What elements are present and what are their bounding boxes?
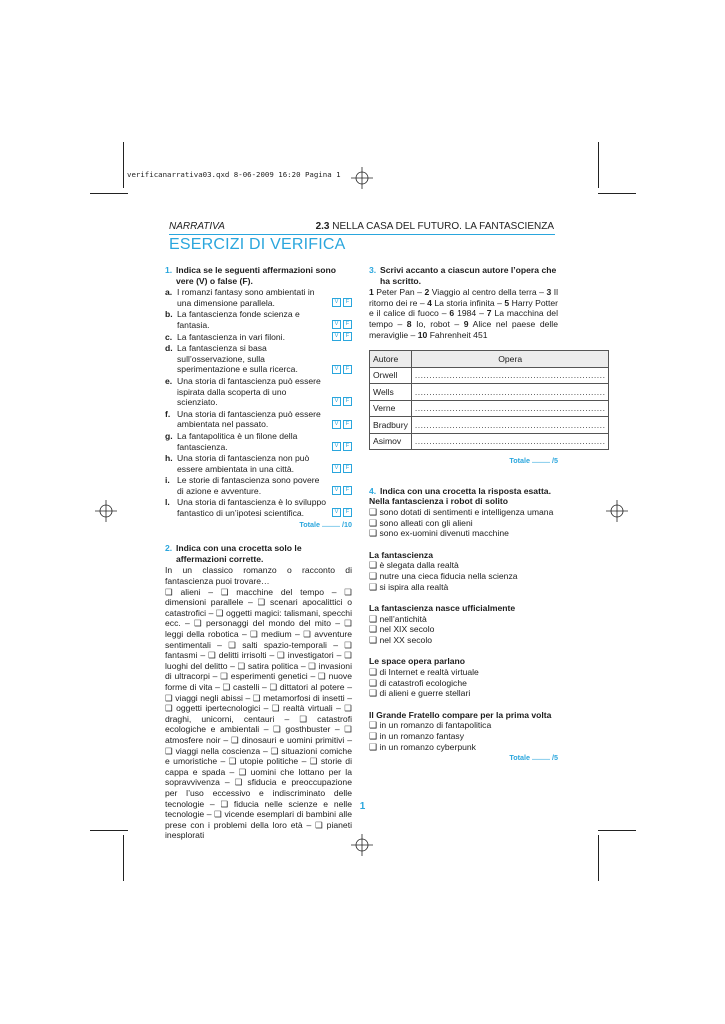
- answer-option[interactable]: [369, 528, 558, 539]
- table-row: [370, 400, 609, 417]
- true-false-item: [165, 409, 352, 430]
- true-false-item: [165, 431, 352, 452]
- work-number: 1: [369, 287, 374, 298]
- true-false-boxes: [330, 418, 352, 429]
- false-checkbox[interactable]: F: [343, 508, 352, 517]
- dotted-line: ..................................................................: [414, 370, 606, 381]
- question-title: La fantascienza nasce ufficialmente: [369, 603, 516, 614]
- false-checkbox[interactable]: F: [343, 486, 352, 495]
- crop-mark: [598, 830, 636, 831]
- registration-mark-icon: [95, 500, 117, 522]
- true-false-boxes: [330, 463, 352, 474]
- option-text: di Internet e realtà virtuale: [379, 667, 479, 678]
- totale-score: Totale ......... /5: [509, 753, 558, 763]
- answer-option[interactable]: [369, 720, 558, 731]
- question-title: La fantascienza: [369, 549, 433, 560]
- true-checkbox[interactable]: V: [332, 397, 341, 406]
- true-checkbox[interactable]: V: [332, 298, 341, 307]
- true-checkbox[interactable]: V: [332, 420, 341, 429]
- question-group: [369, 710, 558, 752]
- checkbox-icon[interactable]: ❑: [369, 528, 378, 539]
- exercise-1-prompt: [165, 265, 352, 286]
- author-cell: Asimov: [370, 433, 412, 450]
- author-cell: Bradbury: [370, 417, 412, 434]
- option-text: è slegata dalla realtà: [379, 560, 459, 571]
- checkbox-icon[interactable]: ❑: [369, 731, 378, 742]
- table-header-row: [370, 351, 609, 368]
- work-number: 4: [427, 297, 432, 308]
- checkbox-icon[interactable]: ❑: [369, 613, 378, 624]
- answer-option[interactable]: [369, 518, 558, 529]
- author-cell: Wells: [370, 384, 412, 401]
- checkbox-icon[interactable]: ❑: [369, 570, 378, 581]
- false-checkbox[interactable]: F: [343, 420, 352, 429]
- chapter-number: 2.3: [315, 221, 330, 232]
- exercise-2-intro: In un classico romanzo o racconto di fantascienza puoi trovare…: [165, 565, 352, 587]
- true-checkbox[interactable]: V: [332, 332, 341, 341]
- false-checkbox[interactable]: F: [343, 332, 352, 341]
- true-false-boxes: [330, 441, 352, 452]
- multiple-choice-groups: [369, 496, 558, 752]
- totale-score: Totale ......... /5: [509, 456, 558, 466]
- work-title: Viaggio al centro della terra: [431, 287, 537, 298]
- exercise-prompt: Scrivi accanto a ciascun autore l’opera che ha scritto.: [380, 265, 557, 286]
- question-group: [369, 550, 558, 592]
- dotted-line: ..................................................................: [414, 403, 606, 414]
- crop-mark: [598, 142, 599, 188]
- item-letter: h.: [165, 453, 173, 464]
- true-false-boxes: [330, 319, 352, 330]
- item-text: La fantascienza in vari filoni.: [177, 331, 285, 342]
- item-text: La fantapolitica è un filone della fantascienza.: [177, 430, 298, 452]
- true-false-boxes: [330, 297, 352, 308]
- work-number: 3: [546, 287, 552, 298]
- work-title: Fahrenheit 451: [429, 329, 488, 340]
- work-number: 6: [449, 308, 455, 319]
- crop-mark: [123, 835, 124, 881]
- work-title: La macchina del tempo: [369, 308, 558, 329]
- answer-option[interactable]: [369, 624, 558, 635]
- author-work-table: [369, 350, 609, 450]
- work-title: Il ritorno dei re: [369, 287, 559, 308]
- left-column: [165, 265, 352, 841]
- item-text: Una storia di fantascienza può essere ispirata dalla scoperta di uno scienziato.: [177, 375, 321, 408]
- work-title: Peter Pan: [376, 287, 415, 298]
- work-number: 10: [417, 329, 428, 340]
- exercise-number: 3.: [369, 265, 377, 275]
- true-false-boxes: [330, 485, 352, 496]
- dotted-line: ..................................................................: [414, 436, 606, 447]
- checkbox-icon[interactable]: ❑: [369, 560, 378, 571]
- option-text: in un romanzo cyberpunk: [379, 741, 476, 752]
- checkbox-icon[interactable]: ❑: [369, 720, 378, 731]
- work-title: Io, robot: [416, 318, 450, 329]
- false-checkbox[interactable]: F: [343, 298, 352, 307]
- question-group: [369, 656, 558, 698]
- true-checkbox[interactable]: V: [332, 464, 341, 473]
- work-answer-field[interactable]: [411, 433, 609, 450]
- answer-option[interactable]: [369, 614, 558, 625]
- true-checkbox[interactable]: V: [332, 365, 341, 374]
- option-text: in un romanzo di fantapolitica: [379, 720, 492, 731]
- exercise-number: 2.: [165, 543, 173, 554]
- answer-option[interactable]: [369, 742, 558, 753]
- checkbox-icon[interactable]: ❑: [369, 624, 378, 635]
- item-letter: i.: [165, 475, 170, 486]
- option-text: si ispira alla realtà: [379, 581, 449, 592]
- header-rule: [169, 234, 555, 235]
- option-text: sono alleati con gli alieni: [379, 517, 473, 528]
- work-answer-field[interactable]: [411, 400, 609, 417]
- work-answer-field[interactable]: [411, 417, 609, 434]
- exercise-number: 1.: [165, 265, 173, 275]
- true-false-boxes: [330, 363, 352, 374]
- answer-option[interactable]: [369, 688, 558, 699]
- true-false-boxes: [330, 507, 352, 518]
- true-false-item: [165, 332, 352, 343]
- item-text: Una storia di fantascienza può essere ambientata nel passato.: [177, 408, 321, 430]
- false-checkbox[interactable]: F: [343, 442, 352, 451]
- question-title: Nella fantascienza i robot di solito: [369, 496, 508, 507]
- exercise-prompt: Indica se le seguenti affermazioni sono vere (V) o false (F).: [176, 265, 336, 286]
- true-false-item: [165, 475, 352, 496]
- dotted-line: ..................................................................: [414, 386, 606, 397]
- author-cell: Orwell: [370, 367, 412, 384]
- work-title: Harry Potter e il calice di fuoco: [369, 297, 559, 319]
- true-false-item: [165, 376, 352, 408]
- checkbox-icon[interactable]: ❑: [369, 667, 378, 678]
- exercise-2-options[interactable]: ❑ alieni – ❑ macchine del tempo – ❑ dimensioni parallele – ❑ scenari apocalittici o catastrofici – ❑ oggetti magici: talismani, specchi ecc. – ❑ personaggi del mondo del mito – ❑ leggi della robotica – ❑ medium – ❑ avventure sentimentali – ❑ salti spazio-temporali – ❑ fantasmi – ❑ delitti irrisolti – ❑ investigatori – ❑ luoghi del delitto – ❑ satira politica – ❑ invasioni di ultracorpi – ❑ esperimenti genetici – ❑ nuove forme di vita – ❑ castelli – ❑ dittatori al potere – ❑ viaggi negli abissi – ❑ metamorfosi di insetti – ❑ oggetti ipertecnologici – ❑ realtà virtuali – ❑ draghi, unicorni, centauri – ❑ catastrofi ecologiche e ambientali – ❑ gosthbuster – ❑ atmosfere noir – ❑ dinosauri e uomini primitivi – ❑ viaggi nella coscienza – ❑ situazioni comiche e umoristiche – ❑ utopie politiche – ❑ storie di cappa e spada – ❑ uomini che lottano per la sopravvivenza – ❑ sfiducia e preoccupazione per l’uso eccessivo e indiscriminato delle tecnologie – ❑ fiducia nelle scienze e nelle tecnologie – ❑ vicende esemplari di bambini alle prese con i problemi della loro età – ❑ pianeti inesplorati: [165, 586, 352, 841]
- work-title: 1984: [457, 308, 477, 319]
- answer-option[interactable]: [369, 635, 558, 646]
- crop-mark: [90, 830, 128, 831]
- exercise-prompt: Indica con una crocetta la risposta esatta.: [380, 485, 551, 496]
- true-false-list: [165, 287, 352, 518]
- question-title: Il Grande Fratello compare per la prima volta: [369, 709, 552, 720]
- question-group: [369, 496, 558, 538]
- question-title: Le space opera parlano: [369, 656, 465, 667]
- item-text: La fantascienza si basa sull’osservazione, sulla sperimentazione e sulla ricerca.: [177, 343, 298, 375]
- option-text: sono ex-uomini divenuti macchine: [379, 528, 509, 539]
- answer-option[interactable]: [369, 678, 558, 689]
- answer-option[interactable]: [369, 507, 558, 518]
- true-false-boxes: [330, 331, 352, 342]
- true-false-boxes: [330, 396, 352, 407]
- chapter-header: [316, 221, 554, 232]
- item-text: Le storie di fantascienza sono povere di azione e avventure.: [177, 475, 320, 496]
- option-text: in un romanzo fantasy: [379, 731, 465, 742]
- page-number: 1: [359, 801, 366, 812]
- item-text: I romanzi fantasy sono ambientati in una dimensione parallela.: [177, 287, 315, 308]
- true-checkbox[interactable]: V: [332, 508, 341, 517]
- true-false-item: [165, 497, 352, 518]
- registration-mark-icon: [351, 834, 373, 856]
- totale-score: Totale ......... /10: [299, 519, 352, 529]
- true-checkbox[interactable]: V: [332, 320, 341, 329]
- file-slug: verificanarrativa03.qxd 8-06-2009 16:20 Pagina 1: [127, 170, 341, 179]
- answer-option[interactable]: [369, 667, 558, 678]
- table-row: [370, 433, 609, 450]
- exercise-3-prompt: [369, 265, 558, 286]
- false-checkbox[interactable]: F: [343, 464, 352, 473]
- registration-mark-icon: [351, 167, 373, 189]
- checkbox-icon[interactable]: ❑: [369, 741, 378, 752]
- work-number: 5: [504, 297, 510, 308]
- crop-mark: [598, 835, 599, 881]
- checkbox-icon[interactable]: ❑: [369, 688, 378, 699]
- item-letter: a.: [165, 287, 173, 298]
- crop-mark: [598, 193, 636, 194]
- false-checkbox[interactable]: F: [343, 397, 352, 406]
- checkbox-icon[interactable]: ❑: [369, 506, 378, 517]
- work-title: Alice nel paese delle meraviglie: [369, 318, 558, 340]
- true-checkbox[interactable]: V: [332, 486, 341, 495]
- work-number: 7: [486, 308, 492, 319]
- author-cell: Verne: [370, 400, 412, 417]
- crop-mark: [90, 193, 128, 194]
- table-row: [370, 384, 609, 401]
- true-false-item: [165, 453, 352, 474]
- answer-option[interactable]: [369, 560, 558, 571]
- checkbox-icon[interactable]: ❑: [369, 677, 378, 688]
- item-letter: e.: [165, 375, 173, 386]
- work-number: 8: [406, 318, 412, 329]
- option-text: di alieni e guerre stellari: [379, 688, 471, 699]
- question-group: [369, 603, 558, 645]
- table-row: [370, 367, 609, 384]
- work-number: 2: [424, 287, 430, 298]
- option-text: nutre una cieca fiducia nella scienza: [379, 570, 518, 581]
- item-letter: d.: [165, 343, 173, 354]
- option-text: nel XIX secolo: [379, 624, 435, 635]
- dotted-line: ..................................................................: [414, 419, 606, 430]
- section-label: NARRATIVA: [169, 221, 225, 232]
- true-checkbox[interactable]: V: [332, 442, 341, 451]
- item-text: La fantascienza fonde scienza e fantasia.: [177, 309, 300, 330]
- work-answer-field[interactable]: [411, 384, 609, 401]
- exercise-number: 4.: [369, 485, 377, 496]
- exercise-4-prompt: [369, 486, 558, 497]
- chapter-title: NELLA CASA DEL FUTURO. LA FANTASCIENZA: [332, 221, 554, 232]
- exercise-prompt: Indica con una crocetta solo le affermazioni corrette.: [176, 543, 302, 564]
- item-letter: c.: [165, 331, 173, 342]
- table-header-author: Autore: [370, 351, 412, 368]
- item-text: Una storia di fantascienza è lo sviluppo fantastico di un’ipotesi scientifica.: [177, 497, 327, 519]
- answer-option[interactable]: [369, 731, 558, 742]
- table-header-work: Opera: [411, 351, 609, 368]
- true-false-item: [165, 309, 352, 330]
- work-answer-field[interactable]: [411, 367, 609, 384]
- false-checkbox[interactable]: F: [343, 320, 352, 329]
- crop-mark: [123, 142, 124, 188]
- option-text: sono dotati di sentimenti e intelligenza umana: [379, 506, 554, 517]
- option-text: nell’antichità: [379, 613, 427, 624]
- option-text: di catastrofi ecologiche: [379, 677, 467, 688]
- false-checkbox[interactable]: F: [343, 365, 352, 374]
- option-text: nel XX secolo: [379, 634, 433, 645]
- item-letter: l.: [165, 497, 170, 508]
- checkbox-icon[interactable]: ❑: [369, 634, 378, 645]
- true-false-item: [165, 343, 352, 375]
- true-false-item: [165, 287, 352, 308]
- checkbox-icon[interactable]: ❑: [369, 581, 378, 592]
- exercise-2-prompt: [165, 543, 352, 564]
- answer-option[interactable]: [369, 582, 558, 593]
- page-title: ESERCIZI DI VERIFICA: [169, 236, 346, 253]
- registration-mark-icon: [606, 500, 628, 522]
- works-list: 1 Peter Pan – 2 Viaggio al centro della terra – 3 Il ritorno dei re – 4 La storia infinita – 5 Harry Potter e il calice di fuoco – 6 1984 – 7 La macchina del tempo – 8 Io, robot – 9 Alice nel paese delle meraviglie – 10 Fahrenheit 451: [369, 287, 559, 340]
- item-letter: b.: [165, 309, 173, 320]
- item-text: Una storia di fantascienza non può essere ambientata in una città.: [177, 453, 310, 474]
- item-letter: g.: [165, 430, 173, 441]
- table-row: [370, 417, 609, 434]
- answer-option[interactable]: [369, 571, 558, 582]
- right-column: [369, 265, 606, 764]
- work-title: La storia infinita: [434, 297, 495, 308]
- work-number: 9: [463, 318, 469, 329]
- checkbox-icon[interactable]: ❑: [369, 517, 378, 528]
- item-letter: f.: [165, 408, 171, 419]
